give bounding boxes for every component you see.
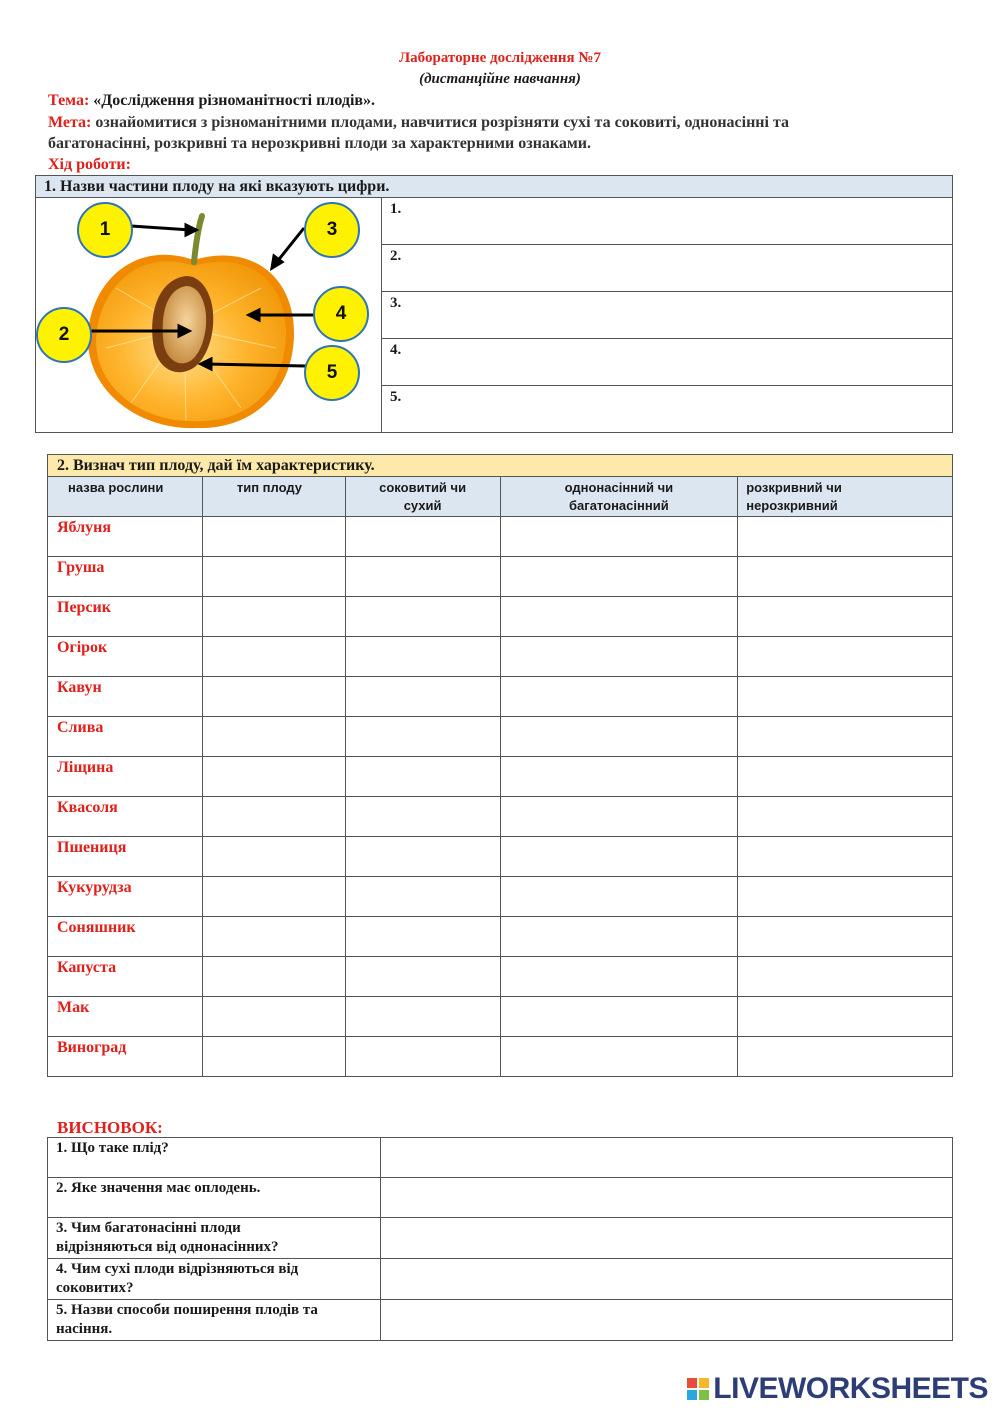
dehiscence-field[interactable] — [738, 557, 953, 597]
plant-name: Слива — [48, 717, 203, 757]
plant-name: Кавун — [48, 677, 203, 717]
conclusion-answer-field[interactable] — [381, 1259, 953, 1300]
conclusion-row — [48, 1138, 953, 1178]
conclusion-answer-field[interactable] — [381, 1218, 953, 1259]
fruit-diagram — [36, 198, 381, 432]
brand-name: LIVEWORKSHEETS — [713, 1372, 988, 1405]
plant-name: Яблуня — [48, 517, 203, 557]
seed-count-field[interactable] — [500, 597, 738, 637]
question-line: 4. Чим сухі плоди відрізняються від — [56, 1261, 299, 1277]
seed-count-field[interactable] — [500, 717, 738, 757]
juicy-dry-field[interactable] — [345, 517, 500, 557]
seed-count-field[interactable] — [500, 917, 738, 957]
fruit-type-field[interactable] — [202, 797, 345, 837]
table-row — [48, 717, 953, 757]
table-row — [48, 877, 953, 917]
juicy-dry-field[interactable] — [345, 917, 500, 957]
fruit-diagram-cell — [36, 198, 382, 433]
plant-name: Виноград — [48, 1037, 203, 1077]
column-header-fruit-type: тип плоду — [202, 477, 345, 517]
goal-text-2: багатонасінні, розкривні та нерозкривні плоди за характерними ознаками. — [48, 135, 591, 152]
question-line: відрізняються від однонасінних? — [56, 1239, 279, 1255]
table-row — [48, 837, 953, 877]
conclusion-row — [48, 1218, 953, 1259]
dehiscence-field[interactable] — [738, 797, 953, 837]
liveworksheets-logo — [687, 1372, 988, 1406]
fruit-type-field[interactable] — [202, 837, 345, 877]
table-row — [48, 797, 953, 837]
plant-name: Квасоля — [48, 797, 203, 837]
fruit-type-field[interactable] — [202, 997, 345, 1037]
column-header-seeds: однонасінний чи багатонасінний — [500, 477, 738, 517]
juicy-dry-field[interactable] — [345, 797, 500, 837]
plant-name: Кукурудза — [48, 877, 203, 917]
fruit-type-field[interactable] — [202, 877, 345, 917]
worksheet-title: Лабораторне дослідження №7 — [399, 50, 601, 66]
marker-2: 2 — [36, 307, 92, 363]
fruit-type-field[interactable] — [202, 917, 345, 957]
seed-count-field[interactable] — [500, 517, 738, 557]
dehiscence-field[interactable] — [738, 917, 953, 957]
task2-heading: 2. Визнач тип плоду, дай їм характеристику. — [48, 455, 953, 477]
table-row — [48, 517, 953, 557]
juicy-dry-field[interactable] — [345, 717, 500, 757]
plant-name: Мак — [48, 997, 203, 1037]
fruit-type-field[interactable] — [202, 637, 345, 677]
juicy-dry-field[interactable] — [345, 557, 500, 597]
fruit-type-field[interactable] — [202, 1037, 345, 1077]
juicy-dry-field[interactable] — [345, 1037, 500, 1077]
plant-name: Груша — [48, 557, 203, 597]
answer-field-1[interactable]: 1. — [382, 198, 953, 245]
conclusion-row — [48, 1259, 953, 1300]
fruit-type-field[interactable] — [202, 597, 345, 637]
answer-field-5[interactable]: 5. — [382, 386, 953, 433]
answer-field-2[interactable]: 2. — [382, 245, 953, 292]
goal-line — [48, 114, 789, 132]
fruit-type-field[interactable] — [202, 677, 345, 717]
conclusion-row — [48, 1178, 953, 1218]
table-row — [48, 917, 953, 957]
goal-label: Мета: — [48, 114, 92, 131]
dehiscence-field[interactable] — [738, 837, 953, 877]
plant-name: Ліщина — [48, 757, 203, 797]
juicy-dry-field[interactable] — [345, 877, 500, 917]
logo-mark-icon — [687, 1378, 709, 1400]
question-line: 3. Чим багатонасінні плоди — [56, 1220, 241, 1236]
marker-3: 3 — [304, 202, 360, 258]
conclusion-question — [48, 1300, 381, 1341]
plant-name: Огірок — [48, 637, 203, 677]
dehiscence-field[interactable] — [738, 597, 953, 637]
conclusion-rows — [48, 1138, 953, 1341]
task2-table — [47, 454, 953, 1077]
juicy-dry-field[interactable] — [345, 957, 500, 997]
seed-count-field[interactable] — [500, 997, 738, 1037]
dehiscence-field[interactable] — [738, 717, 953, 757]
dehiscence-field[interactable] — [738, 1037, 953, 1077]
conclusion-answer-field[interactable] — [381, 1300, 953, 1341]
column-header-plant: назва рослини — [48, 477, 203, 517]
fruit-type-field[interactable] — [202, 557, 345, 597]
marker-5: 5 — [304, 345, 360, 401]
juicy-dry-field[interactable] — [345, 637, 500, 677]
seed-count-field[interactable] — [500, 637, 738, 677]
dehiscence-field[interactable] — [738, 677, 953, 717]
seed-count-field[interactable] — [500, 557, 738, 597]
fruit-type-field[interactable] — [202, 757, 345, 797]
seed-count-field[interactable] — [500, 1037, 738, 1077]
table-row — [48, 957, 953, 997]
question-line: 2. Яке значення має оплодень. — [56, 1180, 261, 1196]
table-row — [48, 757, 953, 797]
topic-label: Тема: — [48, 92, 90, 109]
juicy-dry-field[interactable] — [345, 677, 500, 717]
fruit-type-field[interactable] — [202, 717, 345, 757]
question-line: 1. Що таке плід? — [56, 1140, 169, 1156]
seed-count-field[interactable] — [500, 797, 738, 837]
conclusion-question — [48, 1218, 381, 1259]
answer-field-3[interactable]: 3. — [382, 292, 953, 339]
fruit-type-field[interactable] — [202, 957, 345, 997]
seed-count-field[interactable] — [500, 957, 738, 997]
conclusion-table — [47, 1137, 953, 1341]
seed-count-field[interactable] — [500, 837, 738, 877]
worksheet-subtitle: (дистанційне навчання) — [419, 71, 581, 87]
table-row — [48, 637, 953, 677]
table-row — [48, 677, 953, 717]
seed-count-field[interactable] — [500, 677, 738, 717]
task1-heading: 1. Назви частини плоду на які вказують цифри. — [36, 176, 953, 198]
question-line: соковитих? — [56, 1280, 134, 1296]
dehiscence-field[interactable] — [738, 757, 953, 797]
conclusion-question — [48, 1178, 381, 1218]
table-row — [48, 997, 953, 1037]
dehiscence-field[interactable] — [738, 957, 953, 997]
plant-name: Пшениця — [48, 837, 203, 877]
dehiscence-field[interactable] — [738, 877, 953, 917]
question-line: 5. Назви способи поширення плодів та — [56, 1302, 318, 1318]
conclusion-question — [48, 1259, 381, 1300]
question-line: насіння. — [56, 1321, 113, 1337]
juicy-dry-field[interactable] — [345, 757, 500, 797]
plant-name: Соняшник — [48, 917, 203, 957]
seed-count-field[interactable] — [500, 877, 738, 917]
column-header-juicy-dry: соковитий чи сухий — [345, 477, 500, 517]
task1-table — [35, 175, 953, 433]
topic-text: «Дослідження різноманітності плодів». — [93, 92, 376, 109]
goal-text-1: ознайомитися з різноманітними плодами, навчитися розрізняти сухі та соковиті, однонасінні та — [95, 114, 790, 131]
seed-count-field[interactable] — [500, 757, 738, 797]
marker-4: 4 — [313, 286, 369, 342]
table-row — [48, 1037, 953, 1077]
dehiscence-field[interactable] — [738, 637, 953, 677]
marker-1: 1 — [77, 202, 133, 258]
fruit-type-field[interactable] — [202, 517, 345, 557]
conclusion-title: ВИСНОВОК: — [57, 1118, 163, 1137]
conclusion-row — [48, 1300, 953, 1341]
dehiscence-field[interactable] — [738, 517, 953, 557]
dehiscence-field[interactable] — [738, 997, 953, 1037]
answer-field-4[interactable]: 4. — [382, 339, 953, 386]
conclusion-answer-field[interactable] — [381, 1138, 953, 1178]
table-row — [48, 557, 953, 597]
juicy-dry-field[interactable] — [345, 997, 500, 1037]
plant-rows — [48, 517, 953, 1077]
conclusion-answer-field[interactable] — [381, 1178, 953, 1218]
topic-line — [48, 92, 375, 110]
juicy-dry-field[interactable] — [345, 597, 500, 637]
plant-name: Капуста — [48, 957, 203, 997]
plant-name: Персик — [48, 597, 203, 637]
column-header-dehiscent: розкривний чи нерозкривний — [738, 477, 953, 517]
table-row — [48, 597, 953, 637]
conclusion-question — [48, 1138, 381, 1178]
juicy-dry-field[interactable] — [345, 837, 500, 877]
progress-label: Хід роботи: — [48, 156, 131, 173]
